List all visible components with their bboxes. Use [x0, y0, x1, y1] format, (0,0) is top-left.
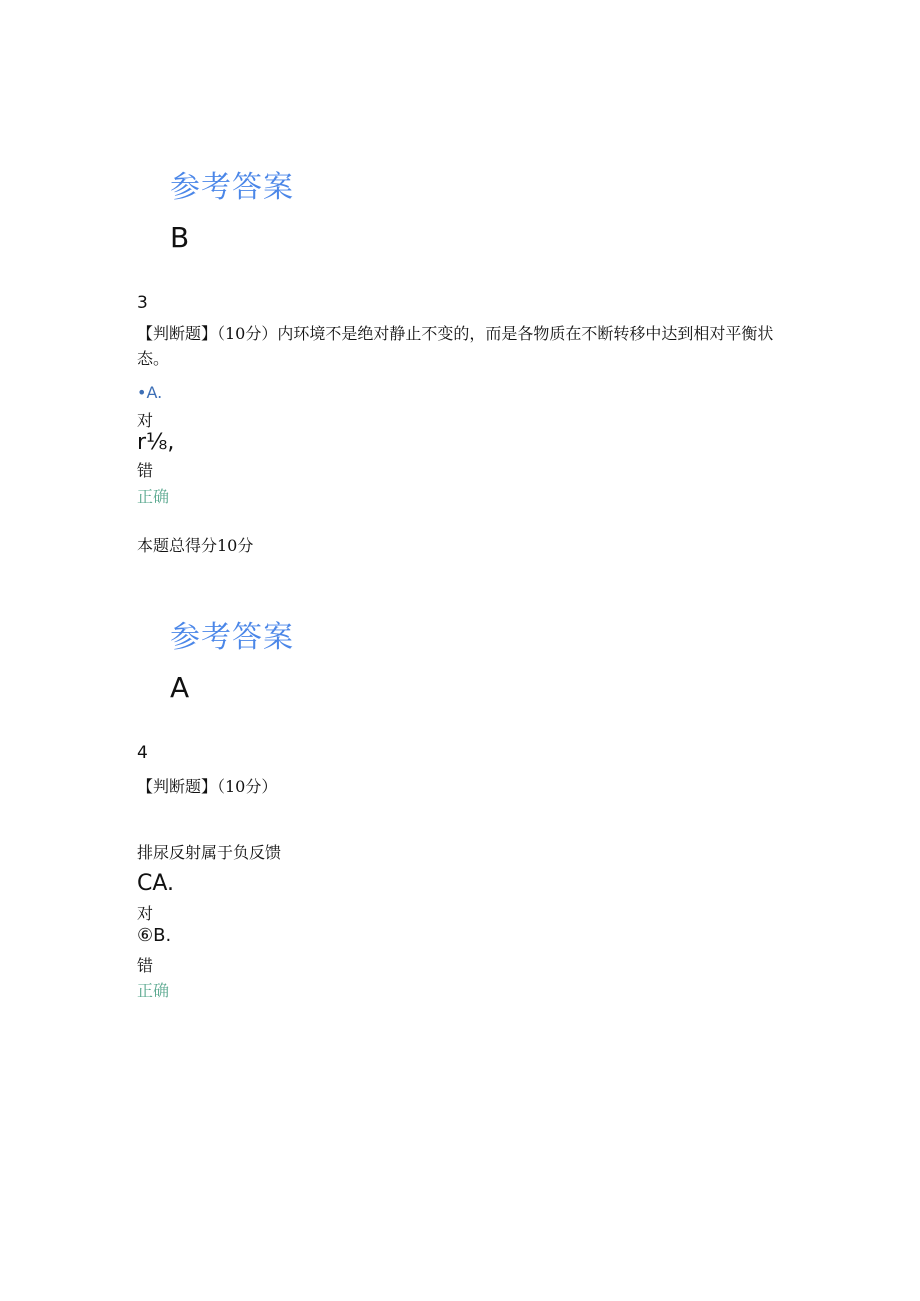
option-b-marker[interactable]: ⑥B. — [137, 925, 172, 946]
reference-answer-heading: 参考答案 — [170, 170, 294, 205]
reference-answer-heading: 参考答案 — [170, 620, 294, 655]
option-b-marker[interactable]: r⅛, — [137, 430, 175, 455]
result-status: 正确 — [137, 981, 170, 1000]
option-a-text: 对 — [137, 411, 154, 430]
option-b-text: 错 — [137, 461, 154, 480]
option-b-text: 错 — [137, 956, 154, 975]
question-score: 本题总得分10分 — [137, 536, 254, 555]
reference-answer-value: A — [170, 671, 190, 704]
option-a-marker[interactable]: CA. — [137, 871, 175, 896]
result-status: 正确 — [137, 487, 170, 506]
question-number: 3 — [137, 293, 148, 313]
option-a-marker[interactable]: •A. — [137, 383, 163, 402]
reference-answer-value: B — [170, 221, 190, 254]
question-text: 排尿反射属于负反馈 — [137, 843, 282, 862]
question-type: 【判断题】（10分） — [137, 777, 278, 796]
option-a-text: 对 — [137, 904, 154, 923]
question-number: 4 — [137, 743, 148, 763]
question-text: 【判断题】（10分）内环境不是绝对静止不变的，而是各物质在不断转移中达到相对平衡状态。 — [137, 324, 774, 368]
